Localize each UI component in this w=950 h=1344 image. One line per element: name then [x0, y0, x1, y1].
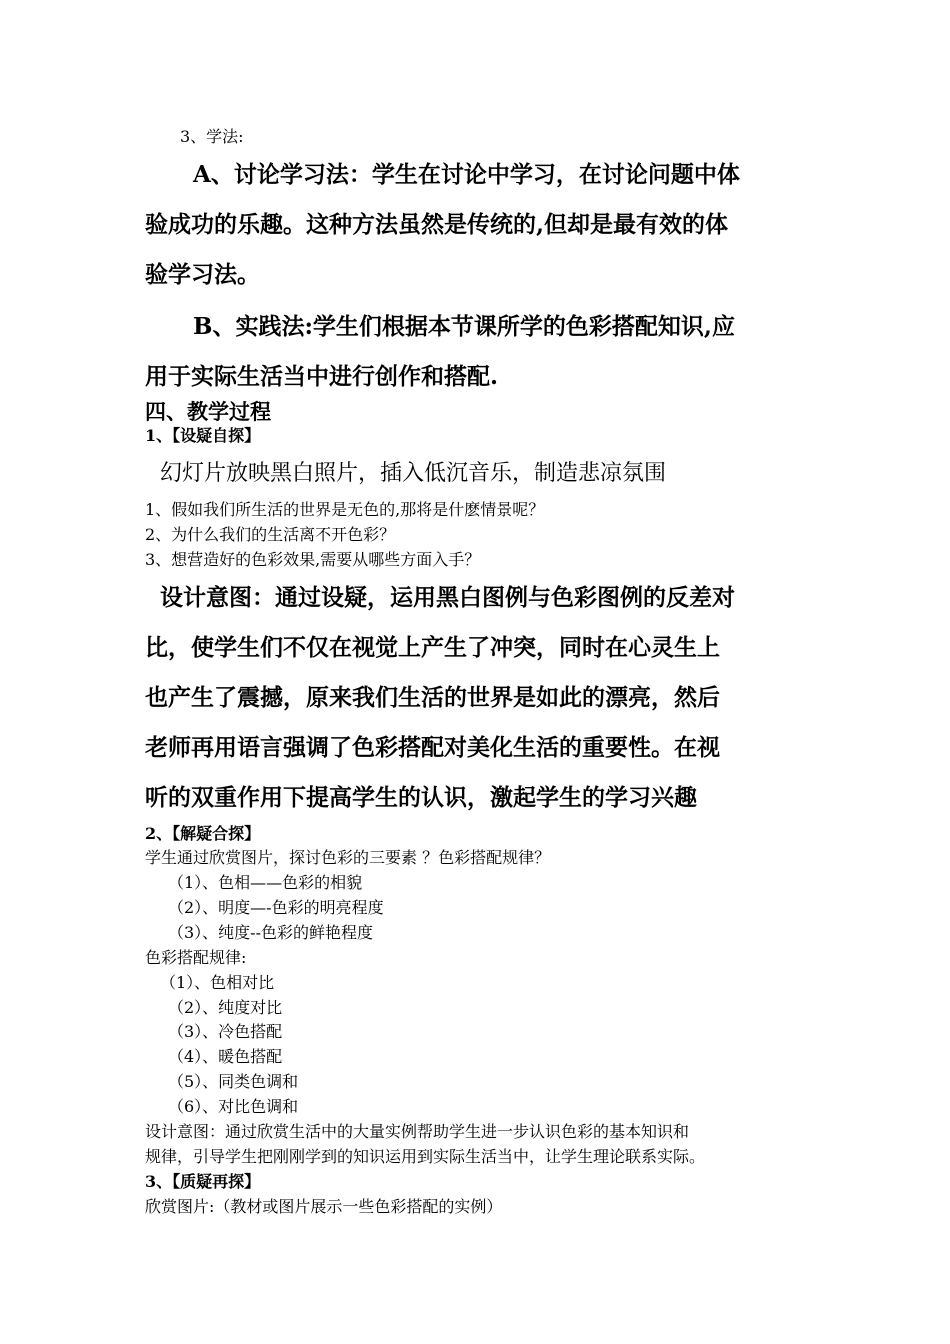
study-method-heading: 3、学法:: [180, 127, 244, 146]
step-2-design-intent-line-2: 规律，引导学生把刚刚学到的知识运用到实际生活当中，让学生理论联系实际。: [145, 1147, 706, 1166]
method-b-line-1: B、实践法:学生们根据本节课所学的色彩搭配知识,应: [193, 313, 735, 340]
step-2-heading: 2、【解疑合探】: [145, 824, 261, 843]
design-intent-line-4: 老师再用语言强调了色彩搭配对美化生活的重要性。在视: [145, 734, 720, 761]
step-1-intro: 幻灯片放映黑白照片，插入低沉音乐，制造悲凉氛围: [160, 461, 667, 486]
rule-item-4: （4）、暖色搭配: [168, 1047, 283, 1066]
element-item-1: （1）、色相——色彩的相貌: [168, 873, 363, 892]
design-intent-line-1: 设计意图：通过设疑，运用黑白图例与色彩图例的反差对: [160, 584, 735, 611]
step-3-intro: 欣赏图片:（教材或图片展示一些色彩搭配的实例）: [145, 1197, 503, 1216]
step-1-heading: 1、【设疑自探】: [145, 426, 261, 445]
design-intent-line-2: 比，使学生们不仅在视觉上产生了冲突，同时在心灵生上: [145, 634, 720, 661]
method-a-line-3: 验学习法。: [145, 261, 260, 288]
element-item-2: （2）、明度—-色彩的明亮程度: [168, 898, 384, 917]
step-1-question-2: 2、为什么我们的生活离不开色彩？: [145, 525, 396, 544]
method-a-line-1: A、讨论学习法：学生在讨论中学习，在讨论问题中体: [193, 161, 740, 188]
section-four-heading: 四、教学过程: [145, 399, 271, 424]
rules-heading: 色彩搭配规律:: [145, 948, 247, 967]
rule-item-2: （2）、纯度对比: [168, 998, 283, 1017]
method-a-line-2: 验成功的乐趣。这种方法虽然是传统的,但却是最有效的体: [145, 211, 729, 238]
rule-item-5: （5）、同类色调和: [168, 1072, 299, 1091]
rule-item-1: （1）、色相对比: [160, 973, 275, 992]
rule-item-3: （3）、冷色搭配: [168, 1022, 283, 1041]
step-2-intro: 学生通过欣赏图片，探讨色彩的三要素 ？色彩搭配规律？: [145, 848, 551, 867]
design-intent-line-3: 也产生了震撼，原来我们生活的世界是如此的漂亮，然后: [145, 684, 720, 711]
method-b-line-2: 用于实际生活当中进行创作和搭配.: [145, 363, 499, 390]
step-3-heading: 3、【质疑再探】: [145, 1172, 261, 1191]
step-1-question-1: 1、假如我们所生活的世界是无色的,那将是什麽情景呢？: [145, 500, 545, 519]
step-1-question-3: 3、想营造好的色彩效果,需要从哪些方面入手？: [145, 550, 481, 569]
step-2-design-intent-line-1: 设计意图：通过欣赏生活中的大量实例帮助学生进一步认识色彩的基本知识和: [145, 1122, 690, 1141]
element-item-3: （3）、纯度--色彩的鲜艳程度: [168, 923, 373, 942]
rule-item-6: （6）、对比色调和: [168, 1097, 299, 1116]
design-intent-line-5: 听的双重作用下提高学生的认识，激起学生的学习兴趣: [145, 784, 697, 811]
